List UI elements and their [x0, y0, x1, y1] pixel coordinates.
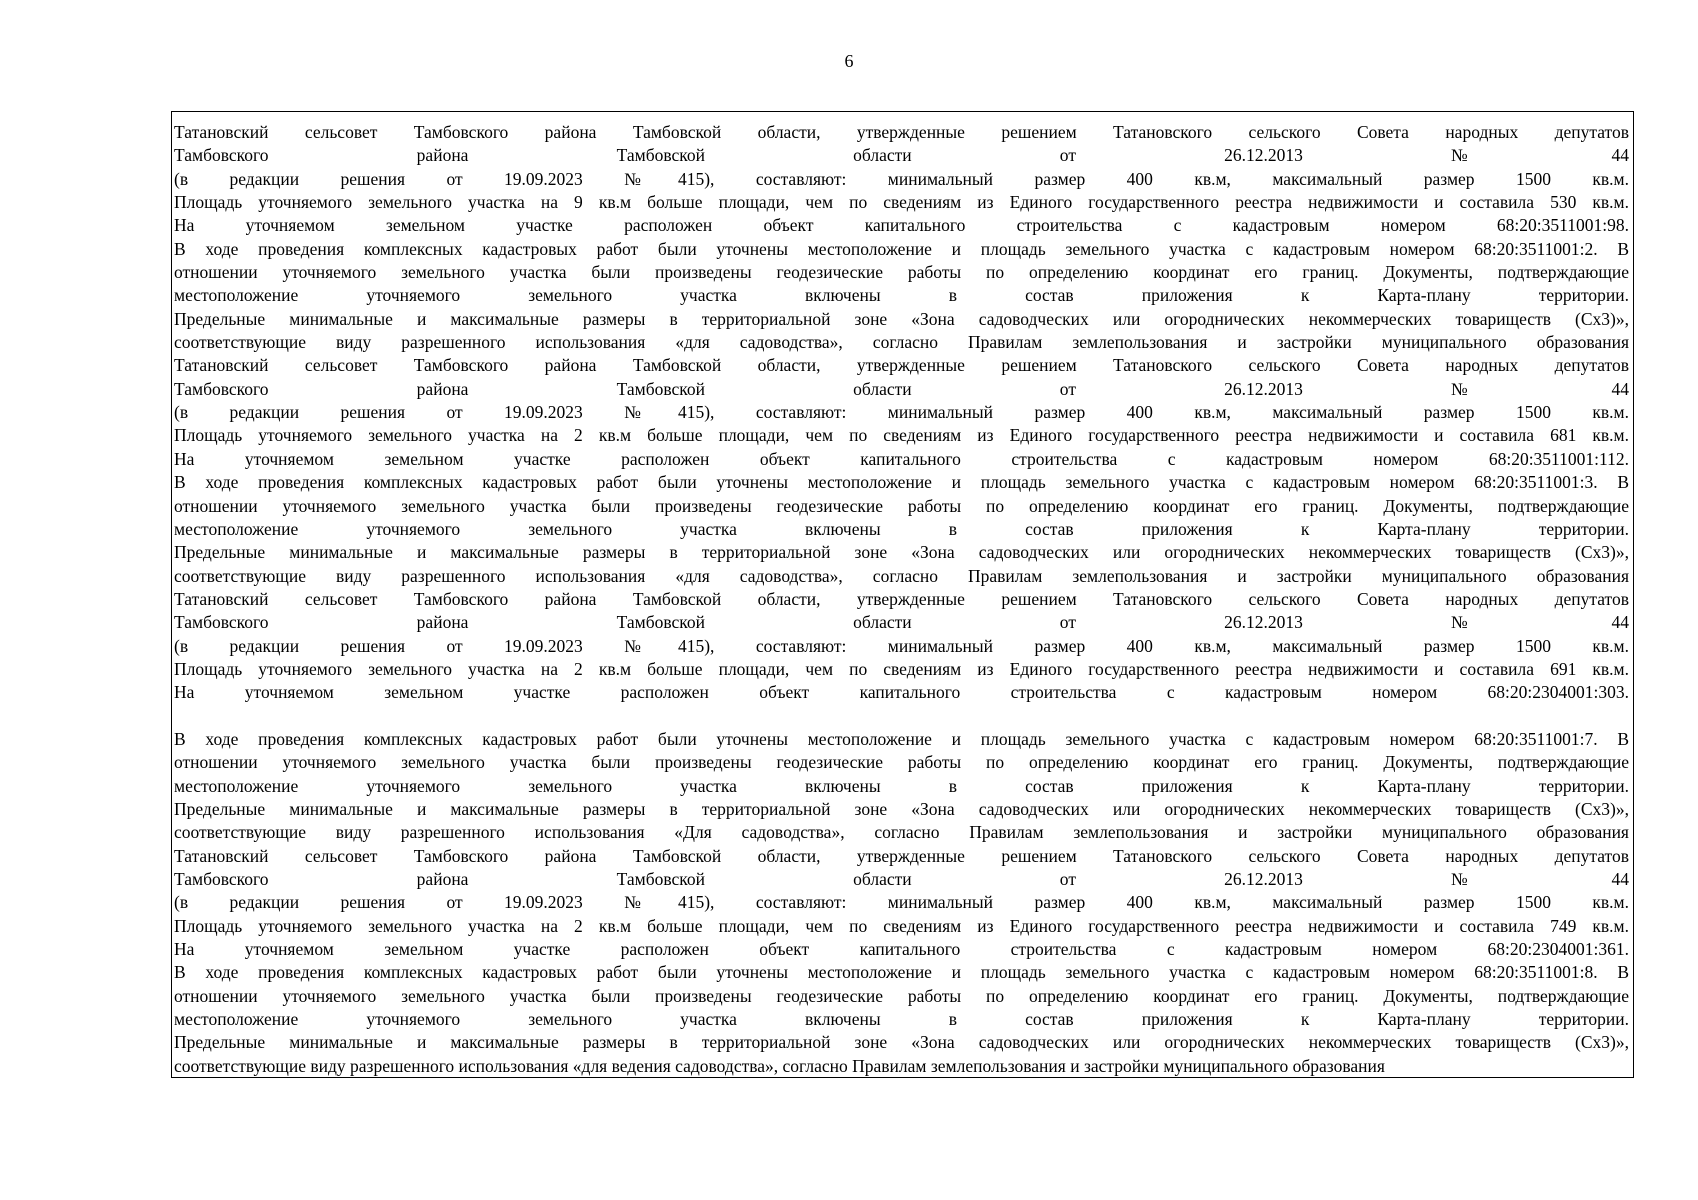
text-line: отношении уточняемого земельного участка были произведены геодезические работы по определению координат его границ. Документы, подтверждающие — [174, 985, 1629, 1006]
text-line: Тамбовского района Тамбовской области от 26.12.2013 №44 — [174, 612, 1629, 633]
text-line: Тамбовского района Тамбовской области от 26.12.2013 №44 — [174, 378, 1629, 399]
text-line: На уточняемом земельном участке расположен объект капитального строительства с кадастровым номером 68:20:3511001:98. — [174, 215, 1629, 236]
text-line: соответствующие виду разрешенного использования «Для садоводства», согласно Правилам землепользования и застройки муниципального образования — [174, 822, 1629, 843]
text-line: На уточняемом земельном участке расположен объект капитального строительства с кадастровым номером 68:20:3511001:112. — [174, 448, 1629, 469]
text-line: В ходе проведения комплексных кадастровых работ были уточнены местоположение и площадь земельного участка с кадастровым номером 68:20:3511001:7. В — [174, 728, 1629, 749]
document-body — [174, 121, 1629, 1078]
text-line: местоположение уточняемого земельного участка включены в состав приложения к Карта-плану территории. — [174, 1009, 1629, 1030]
text-line: В ходе проведения комплексных кадастровых работ были уточнены местоположение и площадь земельного участка с кадастровым номером 68:20:3511001:8. В — [174, 962, 1629, 983]
page-number: 6 — [844, 51, 854, 71]
text-line: местоположение уточняемого земельного участка включены в состав приложения к Карта-плану территории. — [174, 518, 1629, 539]
text-line: (в редакции решения от 19.09.2023 №415), составляют: минимальный размер 400 кв.м, максимальный размер 1500 кв.м. — [174, 635, 1629, 656]
text-line: На уточняемом земельном участке расположен объект капитального строительства с кадастровым номером 68:20:2304001:303. — [174, 682, 1629, 703]
text-line: Площадь уточняемого земельного участка на 9 кв.м больше площади, чем по сведениям из Единого государственного реестра недвижимости и составила 530 кв.м. — [174, 192, 1629, 213]
text-line: Площадь уточняемого земельного участка на 2 кв.м больше площади, чем по сведениям из Единого государственного реестра недвижимости и составила 681 кв.м. — [174, 425, 1629, 446]
text-line: В ходе проведения комплексных кадастровых работ были уточнены местоположение и площадь земельного участка с кадастровым номером 68:20:3511001:2. В — [174, 238, 1629, 259]
text-line: Площадь уточняемого земельного участка на 2 кв.м больше площади, чем по сведениям из Единого государственного реестра недвижимости и составила 691 кв.м. — [174, 658, 1629, 679]
text-line: Тамбовского района Тамбовской области от 26.12.2013 №44 — [174, 145, 1629, 166]
text-line: Тамбовского района Тамбовской области от 26.12.2013 №44 — [174, 869, 1629, 889]
text-line: соответствующие виду разрешенного использования «для ведения садоводства», согласно Правилам землепользования и застройки муниципального образования — [174, 1055, 1385, 1076]
text-line: отношении уточняемого земельного участка были произведены геодезические работы по определению координат его границ. Документы, подтверждающие — [174, 752, 1629, 773]
text-line: соответствующие виду разрешенного использования «для садоводства», согласно Правилам землепользования и застройки муниципального образования — [174, 332, 1629, 353]
text-line: Предельные минимальные и максимальные размеры в территориальной зоне «Зона садоводческих или огороднических некоммерческих товариществ (Сх3)», — [174, 1032, 1629, 1053]
text-line: отношении уточняемого земельного участка были произведены геодезические работы по определению координат его границ. Документы, подтверждающие — [174, 262, 1629, 283]
text-line: Площадь уточняемого земельного участка на 2 кв.м больше площади, чем по сведениям из Единого государственного реестра недвижимости и составила 749 кв.м. — [174, 915, 1629, 936]
text-line: Татановский сельсовет Тамбовского района Тамбовской области, утвержденные решением Татановского сельского Совета народных депутатов — [174, 845, 1629, 866]
text-line: соответствующие виду разрешенного использования «для садоводства», согласно Правилам землепользования и застройки муниципального образования — [174, 565, 1629, 586]
text-line: Татановский сельсовет Тамбовского района Тамбовской области, утвержденные решением Татановского сельского Совета народных депутатов — [174, 588, 1629, 609]
text-line: Татановский сельсовет Тамбовского района Тамбовской области, утвержденные решением Татановского сельского Совета народных депутатов — [174, 355, 1629, 376]
text-line: Предельные минимальные и максимальные размеры в территориальной зоне «Зона садоводческих или огороднических некоммерческих товариществ (Сх3)», — [174, 798, 1629, 819]
text-line — [174, 705, 1629, 728]
text-line: На уточняемом земельном участке расположен объект капитального строительства с кадастровым номером 68:20:2304001:361. — [174, 939, 1629, 960]
text-line: Предельные минимальные и максимальные размеры в территориальной зоне «Зона садоводческих или огороднических некоммерческих товариществ (Сх3)», — [174, 542, 1629, 563]
text-line: (в редакции решения от 19.09.2023 №415), составляют: минимальный размер 400 кв.м, максимальный размер 1500 кв.м. — [174, 892, 1629, 913]
text-line: Предельные минимальные и максимальные размеры в территориальной зоне «Зона садоводческих или огороднических некоммерческих товариществ (Сх3)», — [174, 308, 1629, 329]
text-line: местоположение уточняемого земельного участка включены в состав приложения к Карта-плану территории. — [174, 775, 1629, 796]
text-line: отношении уточняемого земельного участка были произведены геодезические работы по определению координат его границ. Документы, подтверждающие — [174, 495, 1629, 516]
text-line: (в редакции решения от 19.09.2023 №415), составляют: минимальный размер 400 кв.м, максимальный размер 1500 кв.м. — [174, 168, 1629, 189]
text-line: В ходе проведения комплексных кадастровых работ были уточнены местоположение и площадь земельного участка с кадастровым номером 68:20:3511001:3. В — [174, 472, 1629, 493]
text-line: местоположение уточняемого земельного участка включены в состав приложения к Карта-плану территории. — [174, 285, 1629, 306]
text-line: Татановский сельсовет Тамбовского района Тамбовской области, утвержденные решением Татановского сельского Совета народных депутатов — [174, 122, 1629, 142]
text-line: (в редакции решения от 19.09.2023 №415), составляют: минимальный размер 400 кв.м, максимальный размер 1500 кв.м. — [174, 402, 1629, 423]
